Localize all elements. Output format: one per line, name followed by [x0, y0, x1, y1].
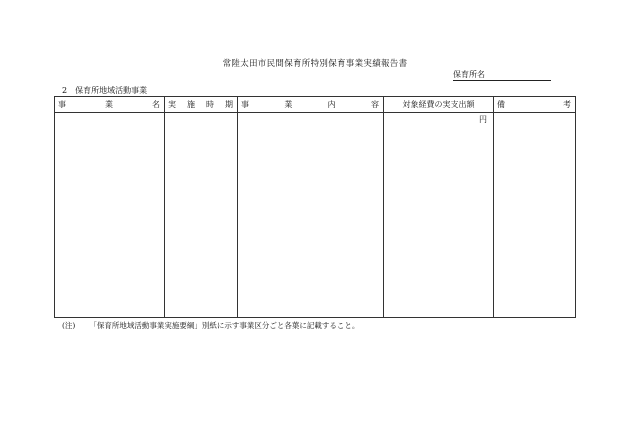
section-number: 2	[62, 86, 68, 95]
column-header-remarks	[494, 97, 576, 113]
header-char: 時	[206, 100, 214, 109]
document-title: 常陸太田市民間保育所特別保育事業実績報告書	[222, 59, 408, 69]
footnote-label: (注)	[62, 321, 76, 330]
cell-remarks[interactable]	[494, 113, 576, 318]
header-char: 期	[225, 100, 233, 109]
header-char: 名	[152, 100, 160, 109]
header-char: 業	[284, 100, 293, 109]
cell-project-name[interactable]	[55, 113, 165, 318]
cell-actual-expenditure[interactable]	[384, 113, 494, 318]
header-char: 考	[563, 100, 571, 109]
column-header-implementation-period	[165, 97, 238, 113]
column-header-project-content	[238, 97, 384, 113]
facility-name-label: 保育所名	[453, 70, 485, 79]
footnote	[62, 320, 359, 331]
section-title: 保育所地域活動事業	[75, 86, 148, 95]
header-char: 業	[105, 100, 113, 109]
column-header-actual-expenditure: 対象経費の実支出額	[384, 97, 494, 113]
header-char: 事	[241, 100, 249, 109]
table-row	[55, 113, 576, 318]
header-char: 事	[58, 100, 66, 109]
cell-project-content[interactable]	[238, 113, 384, 318]
header-char: 施	[187, 100, 195, 109]
section-heading	[62, 85, 147, 96]
header-char: 備	[497, 100, 505, 109]
facility-name-field[interactable]	[453, 71, 551, 81]
header-char: 実	[168, 100, 176, 109]
column-header-project-name	[55, 97, 165, 113]
report-table	[54, 96, 576, 318]
header-char: 容	[370, 100, 379, 109]
cell-implementation-period[interactable]	[165, 113, 238, 318]
footnote-text: 「保育所地域活動事業実施要綱」別紙に示す事業区分ごと各葉に記載すること。	[89, 321, 360, 330]
table-header-row	[55, 97, 576, 113]
header-char: 内	[327, 100, 336, 109]
currency-unit: 円	[479, 115, 487, 124]
